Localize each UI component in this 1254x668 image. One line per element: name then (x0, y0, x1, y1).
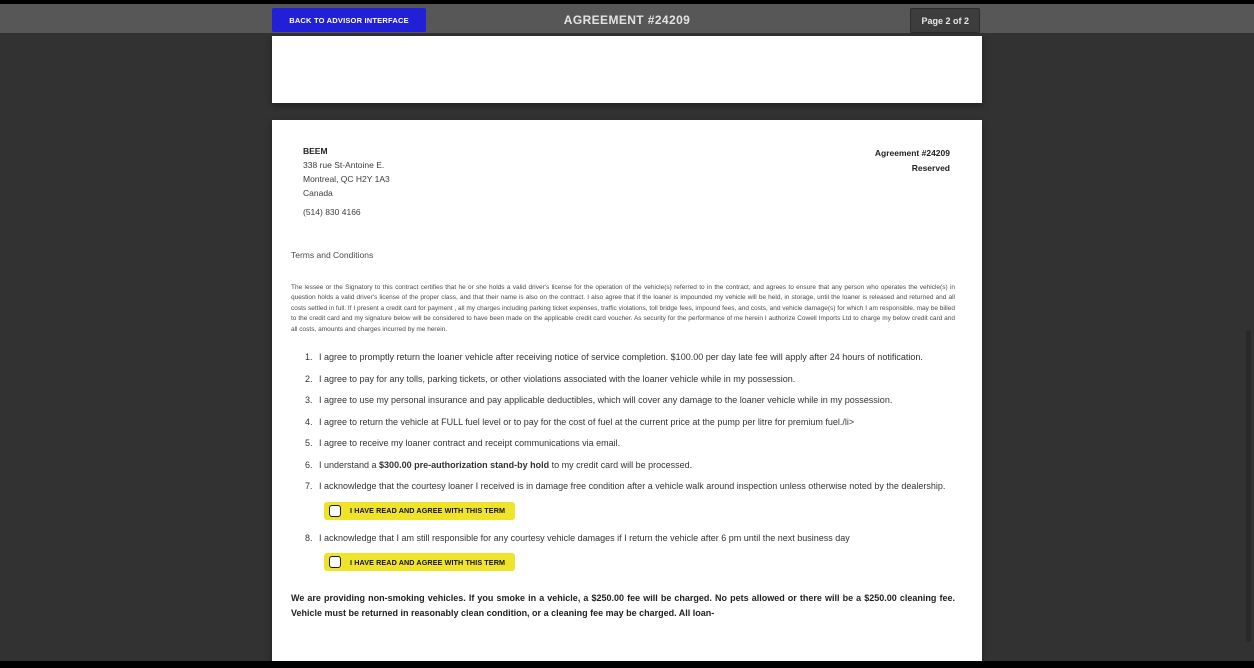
top-toolbar (0, 0, 1254, 33)
terms-intro-paragraph: The lessee or the Signatory to this contract certifies that he or she holds a valid driver's license for the operation of the vehicle(s) referred to in the contract, and agrees to ensure that any person who operates the vehicle(s) in question holds a valid driver's license of the proper class, and that their name is also on the contract. I also agree that if the loaner is impounded my vehicle will be held, in storage, until the loaner is released and returned and all costs settled in full. If I present a credit card for payment , all my charges including parking ticket expenses, traffic violations, toll bridge fees, impound fees, and costs, and vehicle damage(s) for which I am responsible, may be billed to the credit card and my signature below will be considered to have been made on the applicable credit card voucher. As security for the performance of me herein I authorize Cowell Imports Ltd to charge my below credit card and all costs, amounts and charges incurred by me herein. (291, 284, 955, 333)
term-number: 2. (305, 373, 313, 384)
document-header (291, 144, 955, 219)
company-address-block (303, 144, 955, 219)
back-to-advisor-button[interactable]: BACK TO ADVISOR INTERFACE (272, 8, 426, 32)
company-address-line: 338 rue St-Antoine E. (303, 160, 385, 170)
vertical-scrollbar[interactable] (1246, 330, 1251, 642)
term-number: 4. (305, 416, 313, 427)
term-item-4 (291, 415, 955, 430)
term-item-2 (291, 372, 955, 387)
agree-term-7-label: I HAVE READ AND AGREE WITH THIS TERM (350, 506, 506, 516)
term-number: 6. (305, 459, 313, 470)
term-item-3 (291, 393, 955, 408)
term-item-6 (291, 458, 955, 473)
agree-term-7-strip[interactable] (324, 502, 515, 520)
document-page-1-bottom (272, 36, 982, 103)
term-text: I agree to promptly return the loaner vehicle after receiving notice of service completion. $100.00 per day late fee will apply after 24 hours of notification. (319, 352, 923, 363)
term-number: 5. (305, 438, 313, 449)
agree-term-7-checkbox[interactable] (329, 505, 341, 517)
document-page-2 (272, 120, 982, 668)
term-item-8 (291, 531, 955, 546)
company-name: BEEM (303, 146, 328, 156)
term-item-1 (291, 350, 955, 365)
company-address-line: Montreal, QC H2Y 1A3 (303, 174, 390, 184)
term-number: 8. (305, 532, 313, 543)
term-item-7 (291, 479, 955, 494)
agree-term-8-label: I HAVE READ AND AGREE WITH THIS TERM (350, 557, 506, 567)
term-number: 7. (305, 481, 313, 492)
term-item-5 (291, 436, 955, 451)
term-text: I acknowledge that the courtesy loaner I received is in damage free condition after a vehicle walk around inspection unless otherwise noted by the dealership. (319, 481, 946, 492)
agree-term-8-checkbox[interactable] (329, 556, 341, 568)
term-text (319, 458, 955, 473)
term-number: 3. (305, 395, 313, 406)
footer-notice: We are providing non-smoking vehicles. If you smoke in a vehicle, a $250.00 fee will be charged. No pets allowed or there will be a $250.00 cleaning fee. Vehicle must be returned in reasonably clean condition, or a cleaning fee may be charged. All loan- (291, 593, 955, 619)
term-text: I agree to pay for any tolls, parking tickets, or other violations associated with the loaner vehicle while in my possession. (319, 373, 796, 384)
term-text-prefix: I understand a (319, 459, 380, 470)
agreement-number: Agreement #24209 (874, 148, 950, 158)
term-text: I agree to return the vehicle at FULL fuel level or to pay for the cost of fuel at the current price at the pump per litre for premium fuel./li> (319, 416, 855, 427)
agree-term-8-strip[interactable] (324, 553, 515, 571)
agreement-title: AGREEMENT #24209 (563, 13, 691, 27)
term-text: I acknowledge that I am still responsible for any courtesy vehicle damages if I return the vehicle after 6 pm until the next business day (319, 532, 850, 543)
terms-list (291, 350, 955, 575)
agreement-status: Reserved (911, 163, 950, 173)
term-text: I agree to receive my loaner contract and receipt communications via email. (319, 438, 621, 449)
bottom-bar (0, 661, 1254, 668)
term-text-suffix: to my credit card will be processed. (549, 459, 693, 470)
term-text: I agree to use my personal insurance and pay applicable deductibles, which will cover any damage to the loaner vehicle while in my possession. (319, 395, 893, 406)
term-number: 1. (305, 352, 313, 363)
terms-section-title: Terms and Conditions (291, 250, 374, 260)
term-text-bold: $300.00 pre-authorization stand-by hold (379, 459, 550, 470)
page-indicator-badge: Page 2 of 2 (910, 8, 980, 33)
company-phone: (514) 830 4166 (303, 207, 361, 217)
company-address-line: Canada (303, 188, 333, 198)
agreement-meta (875, 146, 950, 176)
